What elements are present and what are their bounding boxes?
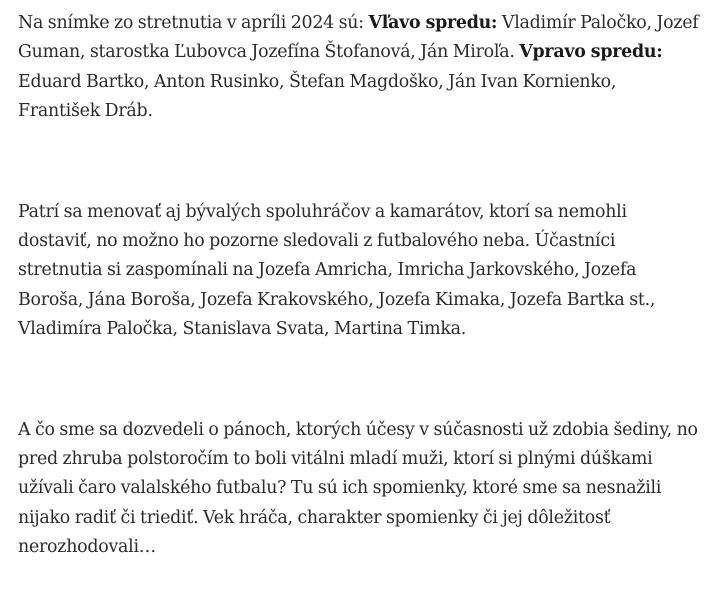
caption-left-label: Vľavo spredu:: [368, 13, 498, 33]
former-teammates-paragraph: Patrí sa menovať aj bývalých spoluhráčov a kamarátov, ktorí sa nemohli dostaviť, no možno ho pozorne sledovali z futbalového neba. Účastníci stretnutia si zaspomínali na Jozefa Amricha, Imricha Jarkovského, Jozefa Boroša, Jána Boroša, Jozefa Krakovského, Jozefa Kimaka, Jozefa Bartka st., Vladimíra Paločka, Stanislava Svata, Martina Timka.: [18, 201, 656, 340]
caption-right-label: Vpravo spredu:: [519, 42, 663, 63]
memories-intro-paragraph: A čo sme sa dozvedeli o pánoch, ktorých účesy v súčasnosti už zdobia šediny, no pred zhruba polstoročím to boli vitálni mladí muži, ktorí si plnými dúškami užívali čaro valalského futbalu? Tu sú ich spomienky, ktoré sme sa nesnažili nijako radiť či triediť. Vek hráča, charakter spomienky či jej dôležitosť nerozhodovali…: [18, 419, 698, 558]
caption-right-names: Eduard Bartko, Anton Rusinko, Štefan Magdoško, Ján Ivan Kornienko, František Dráb.: [18, 71, 617, 122]
caption-intro: Na snímke zo stretnutia v apríli 2024 sú:: [18, 13, 369, 33]
caption-left-names: Vladimír Paločko, Jozef Guman, starostka Ľubovca Jozefína Štofanová, Ján Miroľa.: [18, 13, 699, 63]
article-body: [18, 9, 702, 563]
photo-caption-paragraph: [18, 9, 702, 127]
